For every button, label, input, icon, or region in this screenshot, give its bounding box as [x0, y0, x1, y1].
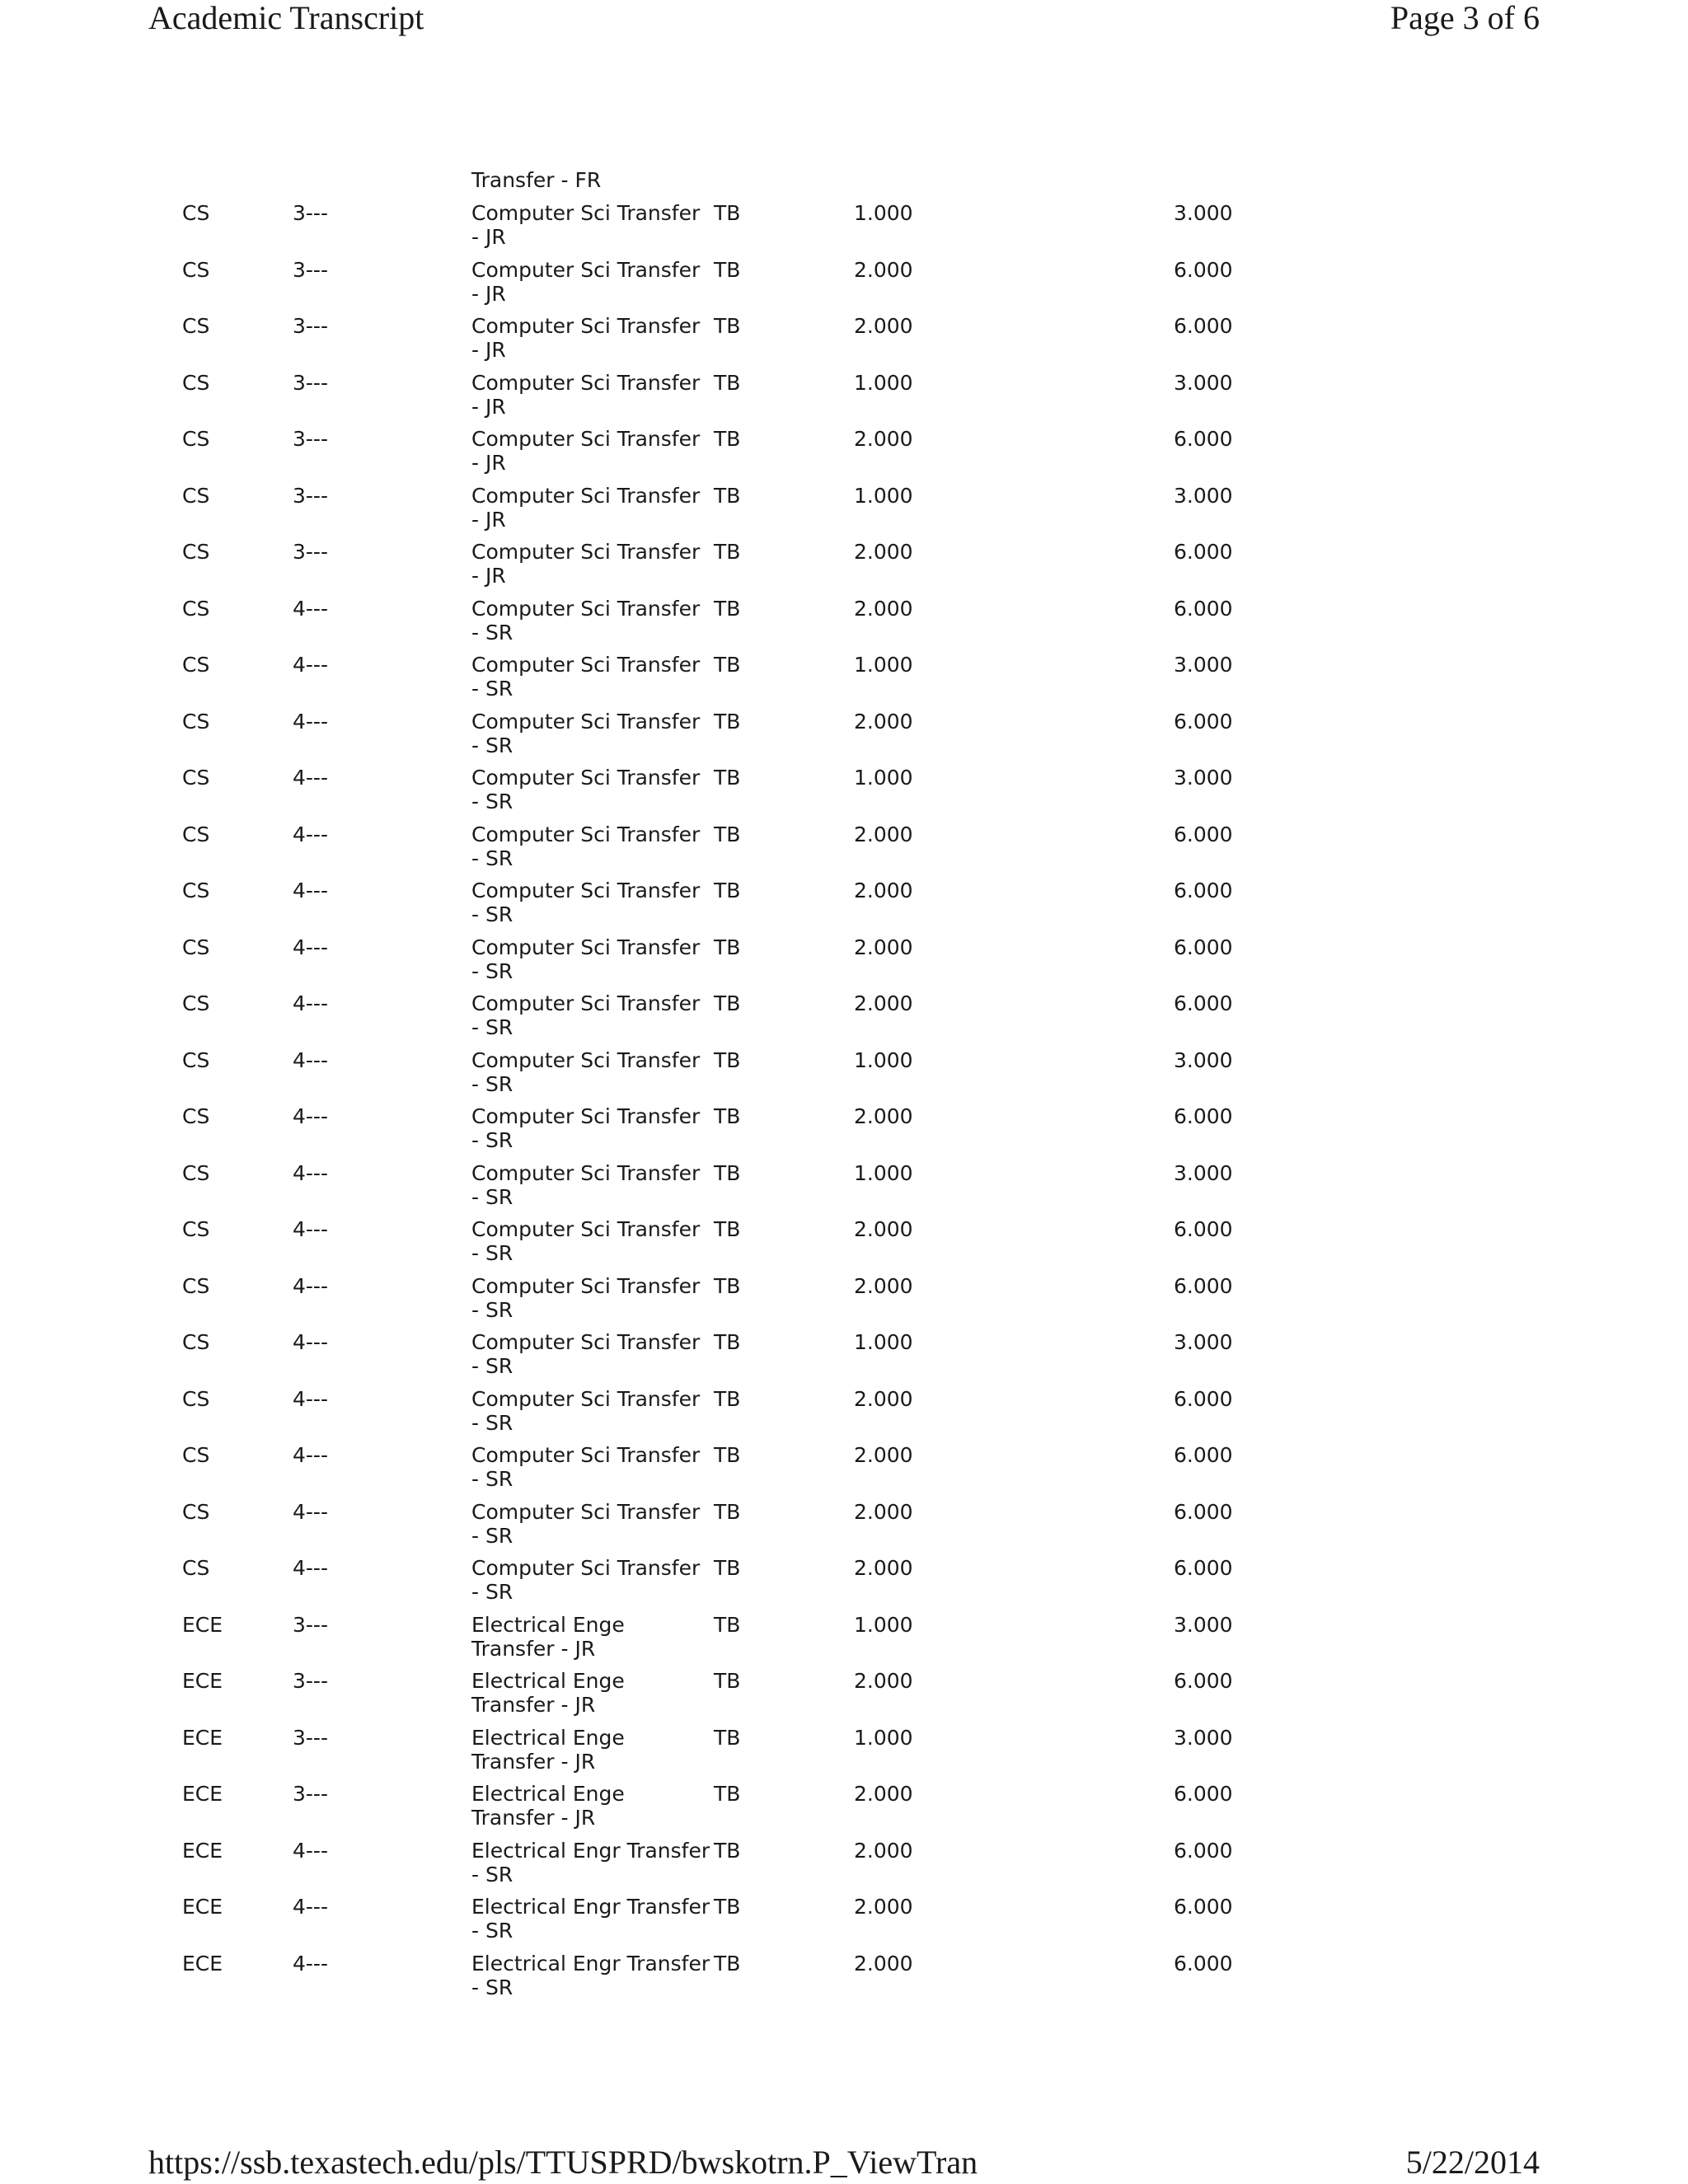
course-title-cell: Computer Sci Transfer - SR — [471, 823, 701, 870]
subject-cell: ECE — [182, 1895, 223, 1919]
quality-points-cell: 3.000 — [1174, 1613, 1233, 1637]
grade-cell: TB — [714, 1161, 741, 1185]
credit-hours-cell: 2.000 — [854, 1839, 913, 1863]
grade-cell: TB — [714, 314, 741, 338]
grade-cell: TB — [714, 1952, 741, 1975]
course-title-cell: Computer Sci Transfer - SR — [471, 1387, 701, 1435]
subject-cell: CS — [182, 201, 210, 225]
quality-points-cell: 3.000 — [1174, 1726, 1233, 1750]
page-number: Page 3 of 6 — [1390, 0, 1540, 36]
grade-cell: TB — [714, 258, 741, 282]
course-title-cell: Computer Sci Transfer - JR — [471, 484, 701, 532]
grade-cell: TB — [714, 1330, 741, 1354]
subject-cell: ECE — [182, 1782, 223, 1806]
grade-cell: TB — [714, 1613, 741, 1637]
credit-hours-cell: 2.000 — [854, 1952, 913, 1975]
subject-cell: ECE — [182, 1669, 223, 1693]
credit-hours-cell: 1.000 — [854, 371, 913, 395]
course-title-cell: Computer Sci Transfer - JR — [471, 371, 701, 419]
page-title: Academic Transcript — [148, 0, 424, 36]
course-title-cell: Computer Sci Transfer - SR — [471, 991, 701, 1039]
grade-cell: TB — [714, 1895, 741, 1919]
subject-cell: CS — [182, 1104, 210, 1128]
grade-cell: TB — [714, 484, 741, 508]
grade-cell: TB — [714, 1217, 741, 1241]
course-title-cell: Electrical Enge Transfer - JR — [471, 1669, 625, 1717]
course-number-cell: 4--- — [293, 710, 328, 733]
course-number-cell: 4--- — [293, 1048, 328, 1072]
subject-cell: CS — [182, 371, 210, 395]
course-title-cell: Computer Sci Transfer - SR — [471, 766, 701, 813]
credit-hours-cell: 1.000 — [854, 1726, 913, 1750]
grade-cell: TB — [714, 597, 741, 621]
quality-points-cell: 6.000 — [1174, 540, 1233, 564]
credit-hours-cell: 2.000 — [854, 1895, 913, 1919]
credit-hours-cell: 2.000 — [854, 1274, 913, 1298]
credit-hours-cell: 2.000 — [854, 1387, 913, 1411]
subject-cell: CS — [182, 540, 210, 564]
credit-hours-cell: 1.000 — [854, 1048, 913, 1072]
subject-cell: ECE — [182, 1839, 223, 1863]
course-number-cell: 3--- — [293, 1782, 328, 1806]
credit-hours-cell: 1.000 — [854, 766, 913, 790]
credit-hours-cell: 1.000 — [854, 653, 913, 677]
quality-points-cell: 6.000 — [1174, 1387, 1233, 1411]
course-title-cell: Computer Sci Transfer - SR — [471, 1048, 701, 1096]
grade-cell: TB — [714, 991, 741, 1015]
subject-cell: CS — [182, 1161, 210, 1185]
quality-points-cell: 3.000 — [1174, 653, 1233, 677]
credit-hours-cell: 2.000 — [854, 991, 913, 1015]
course-title-cell: Electrical Engr Transfer - SR — [471, 1839, 710, 1886]
quality-points-cell: 3.000 — [1174, 1161, 1233, 1185]
credit-hours-cell: 2.000 — [854, 427, 913, 451]
course-number-cell: 3--- — [293, 314, 328, 338]
credit-hours-cell: 2.000 — [854, 258, 913, 282]
quality-points-cell: 6.000 — [1174, 1556, 1233, 1580]
course-title-cell: Electrical Enge Transfer - JR — [471, 1782, 625, 1830]
grade-cell: TB — [714, 653, 741, 677]
quality-points-cell: 6.000 — [1174, 879, 1233, 902]
course-number-cell: 4--- — [293, 1952, 328, 1975]
subject-cell: CS — [182, 653, 210, 677]
credit-hours-cell: 2.000 — [854, 1669, 913, 1693]
grade-cell: TB — [714, 1726, 741, 1750]
grade-cell: TB — [714, 1669, 741, 1693]
course-number-cell: 4--- — [293, 1274, 328, 1298]
quality-points-cell: 6.000 — [1174, 314, 1233, 338]
quality-points-cell: 3.000 — [1174, 1048, 1233, 1072]
course-title-cell: Computer Sci Transfer - SR — [471, 653, 701, 701]
credit-hours-cell: 2.000 — [854, 935, 913, 959]
course-number-cell: 4--- — [293, 1104, 328, 1128]
grade-cell: TB — [714, 1274, 741, 1298]
quality-points-cell: 6.000 — [1174, 1952, 1233, 1975]
quality-points-cell: 6.000 — [1174, 823, 1233, 846]
subject-cell: CS — [182, 1500, 210, 1524]
quality-points-cell: 6.000 — [1174, 1669, 1233, 1693]
subject-cell: CS — [182, 1387, 210, 1411]
credit-hours-cell: 1.000 — [854, 1613, 913, 1637]
course-title-cell: Computer Sci Transfer - SR — [471, 1443, 701, 1491]
quality-points-cell: 6.000 — [1174, 1500, 1233, 1524]
course-title-cell: Computer Sci Transfer - JR — [471, 201, 701, 249]
grade-cell: TB — [714, 1782, 741, 1806]
course-title-cell: Computer Sci Transfer - JR — [471, 258, 701, 306]
course-title-cell: Computer Sci Transfer - SR — [471, 1217, 701, 1265]
course-title-cell: Electrical Enge Transfer - JR — [471, 1726, 625, 1774]
course-title-cell: Computer Sci Transfer - SR — [471, 710, 701, 757]
course-number-cell: 4--- — [293, 935, 328, 959]
course-number-cell: 4--- — [293, 823, 328, 846]
course-number-cell: 3--- — [293, 371, 328, 395]
source-url: https://ssb.texastech.edu/pls/TTUSPRD/bwskotrn.P_ViewTran — [148, 2144, 978, 2181]
subject-cell: CS — [182, 935, 210, 959]
subject-cell: CS — [182, 823, 210, 846]
grade-cell: TB — [714, 201, 741, 225]
course-number-cell: 4--- — [293, 1443, 328, 1467]
quality-points-cell: 6.000 — [1174, 1274, 1233, 1298]
course-title-cell: Computer Sci Transfer - JR — [471, 427, 701, 475]
grade-cell: TB — [714, 879, 741, 902]
credit-hours-cell: 2.000 — [854, 1217, 913, 1241]
subject-cell: CS — [182, 427, 210, 451]
credit-hours-cell: 2.000 — [854, 879, 913, 902]
subject-cell: CS — [182, 1274, 210, 1298]
credit-hours-cell: 2.000 — [854, 597, 913, 621]
credit-hours-cell: 2.000 — [854, 1500, 913, 1524]
credit-hours-cell: 2.000 — [854, 1556, 913, 1580]
course-number-cell: 4--- — [293, 879, 328, 902]
credit-hours-cell: 1.000 — [854, 484, 913, 508]
quality-points-cell: 3.000 — [1174, 766, 1233, 790]
quality-points-cell: 3.000 — [1174, 371, 1233, 395]
quality-points-cell: 6.000 — [1174, 1443, 1233, 1467]
quality-points-cell: 6.000 — [1174, 597, 1233, 621]
course-title-cell: Computer Sci Transfer - SR — [471, 1556, 701, 1604]
grade-cell: TB — [714, 1048, 741, 1072]
grade-cell: TB — [714, 935, 741, 959]
course-number-cell: 3--- — [293, 484, 328, 508]
course-title-cell: Computer Sci Transfer - SR — [471, 1500, 701, 1548]
quality-points-cell: 6.000 — [1174, 1895, 1233, 1919]
quality-points-cell: 6.000 — [1174, 935, 1233, 959]
subject-cell: CS — [182, 1443, 210, 1467]
quality-points-cell: 3.000 — [1174, 484, 1233, 508]
quality-points-cell: 6.000 — [1174, 991, 1233, 1015]
subject-cell: CS — [182, 991, 210, 1015]
course-title-cell: Computer Sci Transfer - SR — [471, 935, 701, 983]
course-title-cell: Computer Sci Transfer - SR — [471, 879, 701, 926]
course-number-cell: 4--- — [293, 1839, 328, 1863]
credit-hours-cell: 2.000 — [854, 540, 913, 564]
subject-cell: ECE — [182, 1952, 223, 1975]
course-number-cell: 4--- — [293, 1387, 328, 1411]
subject-cell: CS — [182, 484, 210, 508]
grade-cell: TB — [714, 1387, 741, 1411]
credit-hours-cell: 2.000 — [854, 1782, 913, 1806]
course-title-cell: Computer Sci Transfer - SR — [471, 1330, 701, 1378]
course-number-cell: 3--- — [293, 1613, 328, 1637]
course-title-cell: Computer Sci Transfer - SR — [471, 1161, 701, 1209]
quality-points-cell: 6.000 — [1174, 1782, 1233, 1806]
subject-cell: CS — [182, 710, 210, 733]
subject-cell: CS — [182, 879, 210, 902]
quality-points-cell: 6.000 — [1174, 427, 1233, 451]
subject-cell: CS — [182, 258, 210, 282]
grade-cell: TB — [714, 1500, 741, 1524]
course-number-cell: 4--- — [293, 1895, 328, 1919]
credit-hours-cell: 1.000 — [854, 1161, 913, 1185]
subject-cell: CS — [182, 314, 210, 338]
subject-cell: CS — [182, 1217, 210, 1241]
course-number-cell: 4--- — [293, 1500, 328, 1524]
course-number-cell: 3--- — [293, 427, 328, 451]
course-title-cell: Computer Sci Transfer - JR — [471, 314, 701, 362]
credit-hours-cell: 2.000 — [854, 1443, 913, 1467]
course-number-cell: 3--- — [293, 201, 328, 225]
credit-hours-cell: 1.000 — [854, 201, 913, 225]
course-title-cell: Computer Sci Transfer - SR — [471, 1274, 701, 1322]
quality-points-cell: 6.000 — [1174, 1839, 1233, 1863]
credit-hours-cell: 1.000 — [854, 1330, 913, 1354]
grade-cell: TB — [714, 1104, 741, 1128]
subject-cell: CS — [182, 766, 210, 790]
quality-points-cell: 6.000 — [1174, 710, 1233, 733]
course-number-cell: 4--- — [293, 991, 328, 1015]
quality-points-cell: 6.000 — [1174, 258, 1233, 282]
subject-cell: CS — [182, 1330, 210, 1354]
grade-cell: TB — [714, 710, 741, 733]
subject-cell: CS — [182, 1556, 210, 1580]
course-number-cell: 4--- — [293, 1217, 328, 1241]
course-title-cell: Electrical Engr Transfer - SR — [471, 1895, 710, 1943]
quality-points-cell: 3.000 — [1174, 201, 1233, 225]
course-title-cell: Computer Sci Transfer - JR — [471, 540, 701, 588]
grade-cell: TB — [714, 766, 741, 790]
continued-course-title: Transfer - FR — [471, 168, 602, 192]
course-title-cell: Computer Sci Transfer - SR — [471, 597, 701, 644]
course-number-cell: 3--- — [293, 1669, 328, 1693]
course-number-cell: 4--- — [293, 1330, 328, 1354]
course-title-cell: Electrical Engr Transfer - SR — [471, 1952, 710, 1999]
print-date: 5/22/2014 — [1405, 2144, 1540, 2181]
grade-cell: TB — [714, 371, 741, 395]
subject-cell: CS — [182, 1048, 210, 1072]
quality-points-cell: 6.000 — [1174, 1104, 1233, 1128]
grade-cell: TB — [714, 427, 741, 451]
grade-cell: TB — [714, 540, 741, 564]
subject-cell: ECE — [182, 1613, 223, 1637]
credit-hours-cell: 2.000 — [854, 1104, 913, 1128]
subject-cell: ECE — [182, 1726, 223, 1750]
credit-hours-cell: 2.000 — [854, 823, 913, 846]
course-number-cell: 4--- — [293, 653, 328, 677]
course-number-cell: 3--- — [293, 540, 328, 564]
course-title-cell: Computer Sci Transfer - SR — [471, 1104, 701, 1152]
course-number-cell: 3--- — [293, 258, 328, 282]
quality-points-cell: 3.000 — [1174, 1330, 1233, 1354]
grade-cell: TB — [714, 1556, 741, 1580]
grade-cell: TB — [714, 1839, 741, 1863]
credit-hours-cell: 2.000 — [854, 710, 913, 733]
subject-cell: CS — [182, 597, 210, 621]
grade-cell: TB — [714, 823, 741, 846]
credit-hours-cell: 2.000 — [854, 314, 913, 338]
course-number-cell: 4--- — [293, 1556, 328, 1580]
grade-cell: TB — [714, 1443, 741, 1467]
course-title-cell: Electrical Enge Transfer - JR — [471, 1613, 625, 1661]
course-number-cell: 3--- — [293, 1726, 328, 1750]
course-number-cell: 4--- — [293, 597, 328, 621]
quality-points-cell: 6.000 — [1174, 1217, 1233, 1241]
course-number-cell: 4--- — [293, 1161, 328, 1185]
course-number-cell: 4--- — [293, 766, 328, 790]
